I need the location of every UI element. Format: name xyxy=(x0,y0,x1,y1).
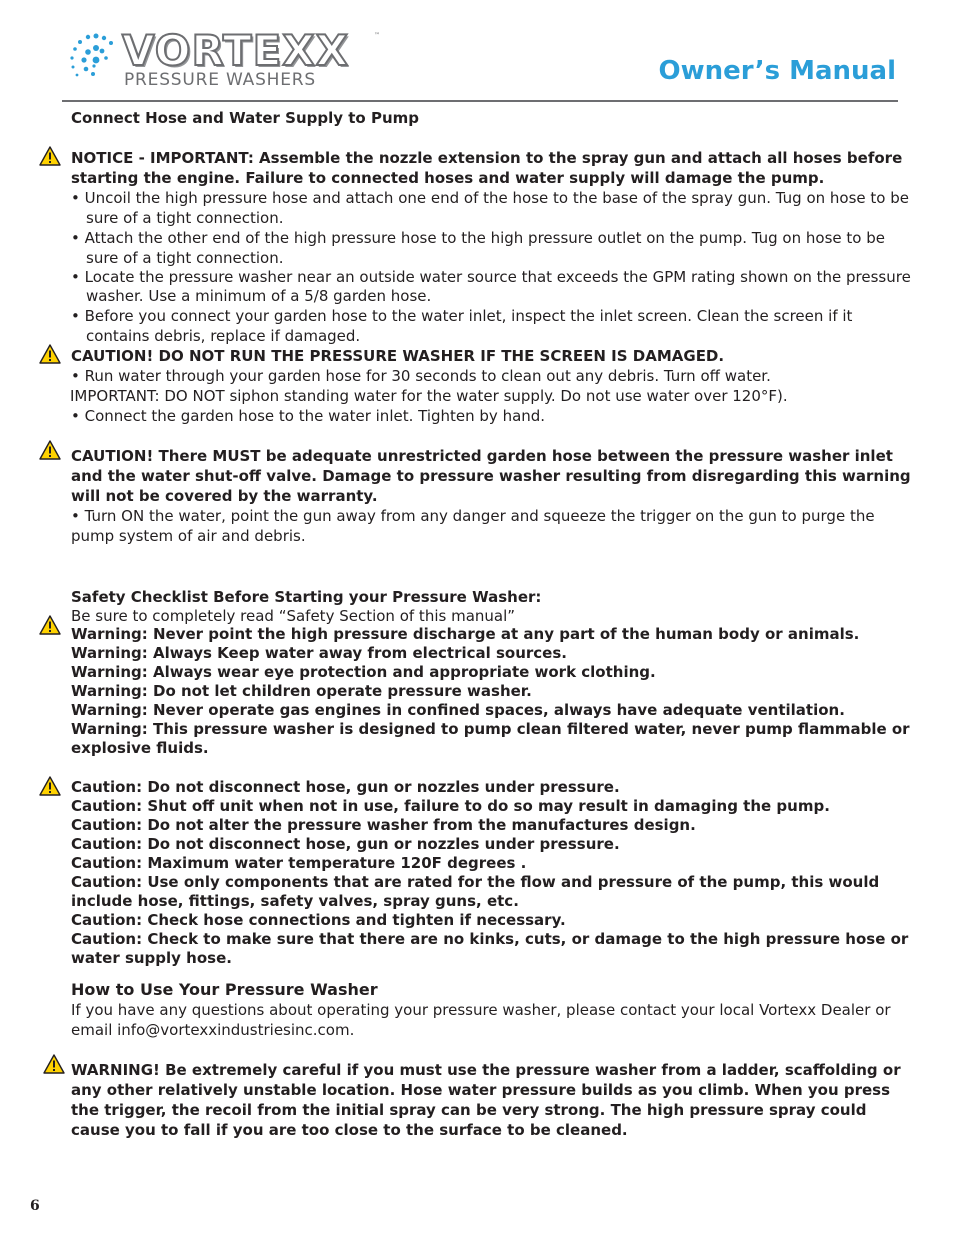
page-header xyxy=(62,22,898,102)
page-number: 6 xyxy=(30,1198,40,1214)
list-item: • Turn ON the water, point the gun away from any danger and squeeze the trigger on the gun to purge the pump system of air and debris. xyxy=(71,507,875,545)
section-heading-connect-hose: Connect Hose and Water Supply to Pump xyxy=(71,109,420,127)
list-item: Caution: Check hose connections and tighten if necessary. xyxy=(71,911,566,929)
warning-ladder xyxy=(71,1060,911,1140)
caution-screen xyxy=(71,346,911,366)
vortexx-logo xyxy=(66,26,386,92)
warning-ladder-text: WARNING! Be extremely careful if you must use the pressure washer from a ladder, scaffolding or any other relatively unstable location. Hose water pressure builds as you climb. When you press the trigger, the recoil from the initial spray can be very strong. The high pressure spray could cause you to fall if you are too close to the surface to be cleaned. xyxy=(71,1061,901,1139)
important-siphon-note: IMPORTANT: DO NOT siphon standing water for the water supply. Do not use water over 120°F). xyxy=(70,387,788,405)
vortexx-swirl-icon xyxy=(66,28,124,92)
warning-triangle-icon xyxy=(39,440,61,460)
list-item: • Connect the garden hose to the water inlet. Tighten by hand. xyxy=(71,407,546,425)
list-item: Caution: Use only components that are rated for the flow and pressure of the pump, this would include hose, fittings, safety valves, spray guns, etc. xyxy=(71,873,880,910)
list-item: • Attach the other end of the high pressure hose to the high pressure outlet on the pump. Tug on hose to be sure of a tight connection. xyxy=(71,229,885,267)
list-item: Caution: Do not alter the pressure washer from the manufactures design. xyxy=(71,816,696,834)
warning-triangle-icon xyxy=(43,1054,65,1074)
list-item: Caution: Check to make sure that there are no kinks, cuts, or damage to the high pressure hose or water supply hose. xyxy=(71,930,909,967)
list-item: Warning: Never point the high pressure discharge at any part of the human body or animals. xyxy=(71,625,860,643)
notice-text: NOTICE - IMPORTANT: Assemble the nozzle extension to the spray gun and attach all hoses before starting the engine. Failure to connected hoses and water supply will damage the pump. xyxy=(71,149,903,187)
list-item: Warning: Do not let children operate pressure washer. xyxy=(71,682,532,700)
list-item: • Locate the pressure washer near an outside water source that exceeds the GPM rating shown on the pressure washer. Use a minimum of a 5/8 garden hose. xyxy=(71,268,911,305)
list-item: • Before you connect your garden hose to the water inlet, inspect the inlet screen. Clean the screen if it contains debris, replace if damaged. xyxy=(71,307,853,345)
list-item: Caution: Do not disconnect hose, gun or nozzles under pressure. xyxy=(71,778,620,796)
logo-wordmark: VORTEXX xyxy=(122,26,350,75)
page-title: Owner’s Manual xyxy=(658,56,896,86)
list-item: Warning: Always wear eye protection and appropriate work clothing. xyxy=(71,663,656,681)
list-item: Caution: Shut off unit when not in use, failure to do so may result in damaging the pump. xyxy=(71,797,830,815)
list-item: Warning: Never operate gas engines in confined spaces, always have adequate ventilation. xyxy=(71,701,845,719)
section-heading-safety-checklist: Safety Checklist Before Starting your Pressure Washer: xyxy=(71,588,542,606)
caution-hose-text: CAUTION! There MUST be adequate unrestricted garden hose between the pressure washer inlet and the water shut-off valve. Damage to pressure washer resulting from disregarding this warning will not be covered by the warranty. xyxy=(71,447,911,505)
warning-triangle-icon xyxy=(39,776,61,796)
caution-hose xyxy=(71,446,911,506)
list-item: • Uncoil the high pressure hose and attach one end of the hose to the base of the spray gun. Tug on hose to be sure of a tight connection. xyxy=(71,189,909,227)
logo-subtitle: PRESSURE WASHERS xyxy=(124,70,317,90)
list-item: Caution: Maximum water temperature 120F degrees . xyxy=(71,854,527,872)
trademark-symbol: ™ xyxy=(374,32,380,39)
caution-screen-text: CAUTION! DO NOT RUN THE PRESSURE WASHER IF THE SCREEN IS DAMAGED. xyxy=(71,347,725,365)
notice-important xyxy=(71,148,911,188)
warning-triangle-icon xyxy=(39,146,61,166)
list-item: Warning: This pressure washer is designed to pump clean filtered water, never pump flammable or explosive fluids. xyxy=(71,720,910,757)
warning-triangle-icon xyxy=(39,344,61,364)
list-item: Caution: Do not disconnect hose, gun or nozzles under pressure. xyxy=(71,835,620,853)
warning-triangle-icon xyxy=(39,615,61,635)
read-safety-note: Be sure to completely read “Safety Section of this manual” xyxy=(71,607,516,625)
caution-list xyxy=(71,778,911,968)
warning-list xyxy=(71,625,911,758)
list-item: • Run water through your garden hose for 30 seconds to clean out any debris. Turn off water. xyxy=(71,367,771,385)
list-item: Warning: Always Keep water away from electrical sources. xyxy=(71,644,567,662)
section-heading-how-to-use: How to Use Your Pressure Washer xyxy=(71,980,378,999)
page-content xyxy=(71,108,911,1140)
how-to-use-intro: If you have any questions about operating your pressure washer, please contact your local Vortexx Dealer or email info@vortexxindustriesinc.com. xyxy=(71,1001,891,1039)
